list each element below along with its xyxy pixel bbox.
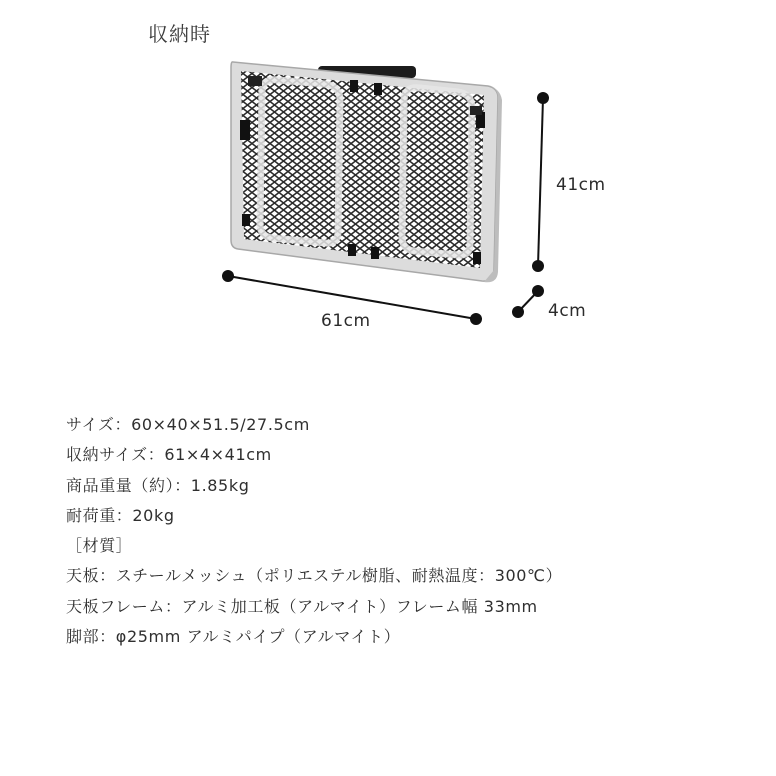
clip <box>240 120 250 140</box>
clip <box>371 247 379 259</box>
stored-title: 収納時 <box>148 22 211 46</box>
spec-material-heading: ［材質］ <box>66 536 133 556</box>
leg-foot <box>470 106 482 115</box>
clip <box>348 244 356 256</box>
width-label: 61cm <box>321 311 371 331</box>
clip <box>350 80 358 92</box>
spec-weight: 商品重量（約）：1.85kg <box>66 475 250 495</box>
spec-list <box>66 410 766 652</box>
clip <box>374 83 382 95</box>
clip <box>242 214 250 226</box>
leg-foot <box>248 76 262 86</box>
spec-stored-size: 収納サイズ：61×4×41cm <box>66 445 272 465</box>
height-label: 41cm <box>556 175 606 195</box>
clip <box>473 252 481 264</box>
spec-top-plate: 天板：スチールメッシュ（ポリエステル樹脂、耐熱温度：300℃） <box>66 566 563 586</box>
folded-table <box>231 62 502 282</box>
spec-size: サイズ：60×40×51.5/27.5cm <box>66 415 310 434</box>
dimension-depth <box>512 285 544 318</box>
dimension-height <box>532 92 549 272</box>
depth-label: 4cm <box>548 301 587 321</box>
spec-legs: 脚部：φ25mm アルミパイプ（アルマイト） <box>66 627 401 647</box>
spec-load-capacity: 耐荷重：20kg <box>66 505 175 525</box>
spec-top-frame: 天板フレーム：アルミ加工板（アルマイト）フレーム幅 33mm <box>66 596 538 616</box>
folded-table-figure <box>0 0 776 360</box>
